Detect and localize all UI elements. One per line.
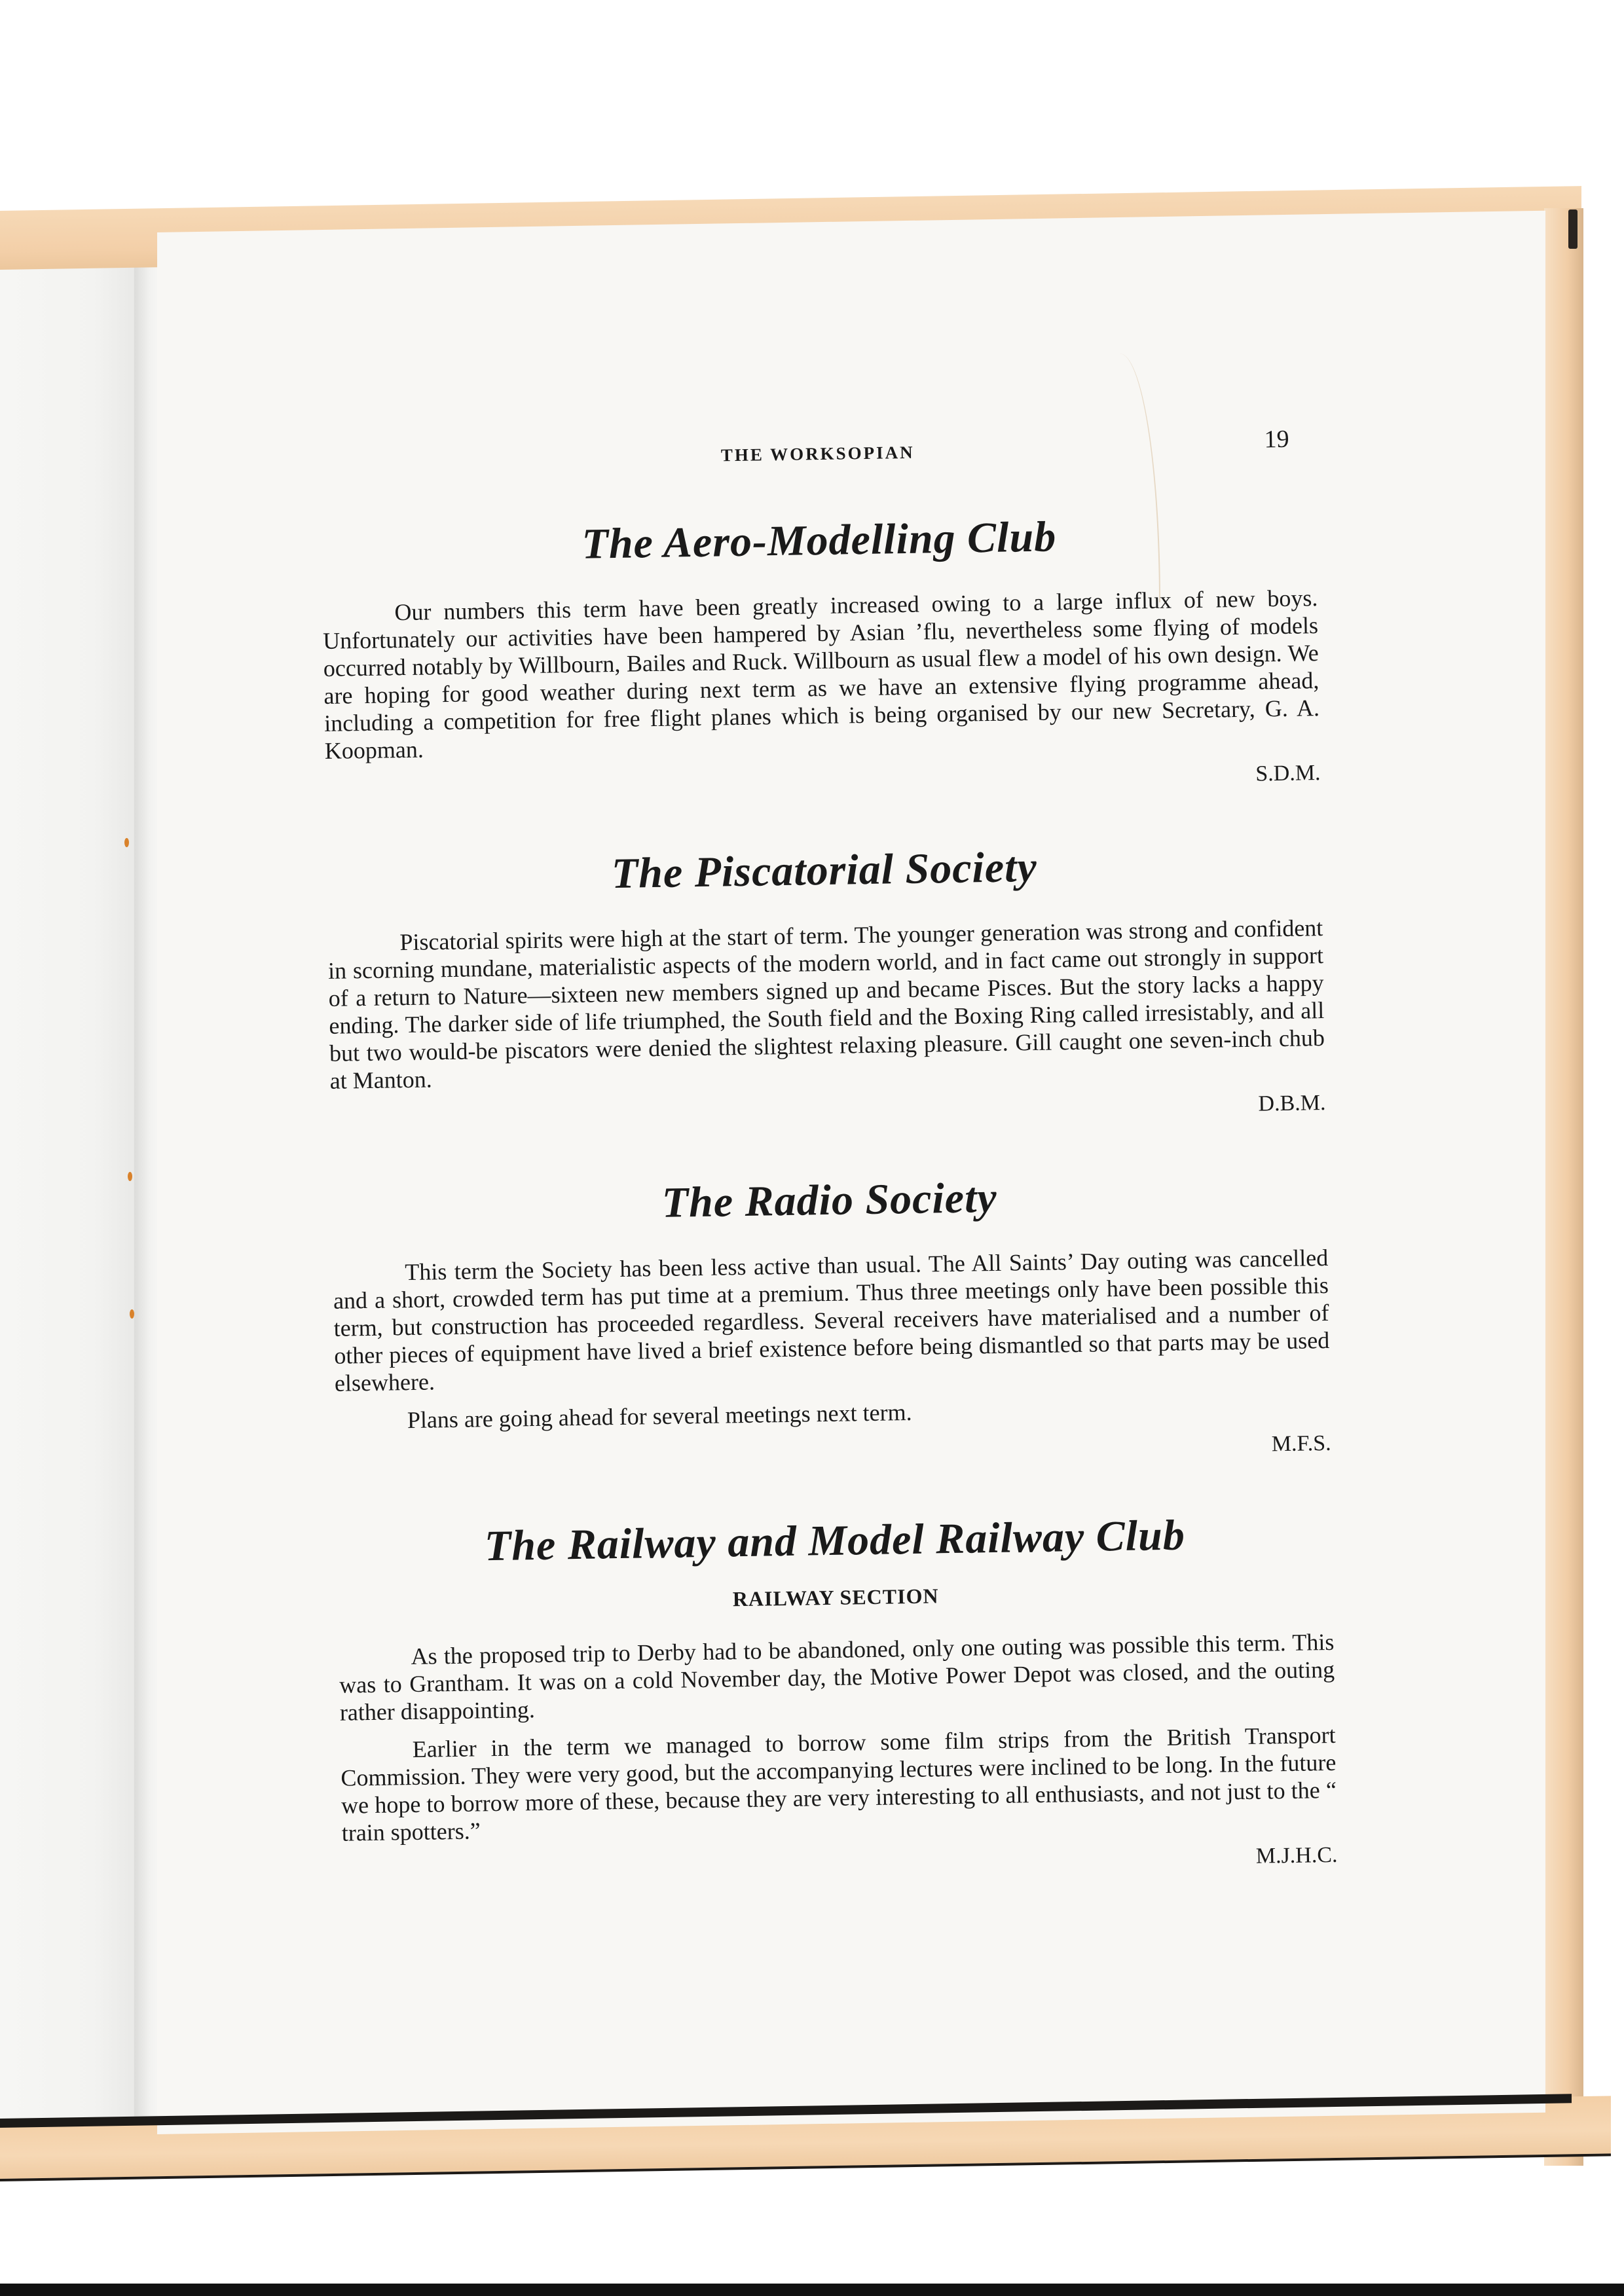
signature: M.J.H.C.: [1255, 1842, 1338, 1868]
paragraph: Plans are going ahead for several meetings next term.: [407, 1398, 912, 1434]
section-title: The Radio Society: [661, 1173, 998, 1227]
section-aero-modelling: [321, 508, 1320, 801]
page-number: 19: [1264, 425, 1289, 454]
signature: D.B.M.: [1258, 1090, 1326, 1116]
page-content: [320, 410, 1338, 1884]
running-title: THE WORKSOPIAN: [720, 442, 915, 465]
section-title: The Piscatorial Society: [611, 843, 1038, 898]
cover-corner: [1568, 210, 1578, 249]
paragraph: As the proposed trip to Derby had to be abandoned, only one outing was possible this term. This was to Grantham. It was on a cold November day, the Motive Power Depot was closed, and the outing rather disappointing.: [339, 1628, 1335, 1726]
section-radio: [331, 1168, 1331, 1472]
cover-edge-right: [1544, 208, 1583, 2166]
paragraph: Earlier in the term we managed to borrow some film strips from the British Transport Commission. They were very good, but the accompanying lectures were inclined to be long. In the future we hope to borrow more of these, because they are very interesting to all enthusiasts, and not just to the “ train spotters.”: [341, 1721, 1337, 1846]
section-title: The Railway and Model Railway Club: [484, 1511, 1186, 1571]
book-gutter: [134, 255, 160, 2128]
stain-mark: [128, 1172, 132, 1181]
scan-border: [0, 2284, 1624, 2296]
paragraph: This term the Society has been less active than usual. The All Saints’ Day outing was cancelled and a short, crowded term has put time at a premium. Thus three meetings only have been possible this term, but construction has proceeded regardless. Several receivers have materialised and a number of other pieces of equipment have lived a brief existence before being dismantled so that parts may be used elsewhere.: [333, 1244, 1330, 1396]
stain-mark: [130, 1309, 134, 1319]
section-title: The Aero-Modelling Club: [581, 513, 1057, 568]
left-page: [0, 259, 134, 2124]
signature: S.D.M.: [1255, 761, 1321, 786]
signature: M.F.S.: [1271, 1430, 1331, 1457]
section-railway: [337, 1508, 1337, 1884]
stain-mark: [124, 838, 129, 847]
section-piscatorial: [326, 838, 1325, 1131]
paragraph: Our numbers this term have been greatly increased owing to a large influx of new boys. Unfortunately our activities have been hampered by Asian ’flu, nevertheless some flying of models occurred notably by Willbourn, Bailes and Ruck. Willbourn as usual flew a model of his own design. We are hoping for good weather during next term as we have an extensive flying programme ahead, including a competition for free flight planes which is being organised by our new Secretary, G. A. Koopman.: [322, 585, 1320, 764]
paragraph: Piscatorial spirits were high at the start of term. The younger generation was strong and confident in scorning mundane, materialistic aspects of the modern world, and in fact came out strongly in support of a return to Nature—sixteen new members signed up and became Pisces. But the story lacks a happy ending. The darker side of life triumphed, the South field and the Boxing Ring called irresistably, and all but two would-be piscators were denied the slightest relaxing pleasure. Gill caught one seven-inch chub at Manton.: [327, 915, 1325, 1094]
subheading: RAILWAY SECTION: [732, 1584, 939, 1611]
